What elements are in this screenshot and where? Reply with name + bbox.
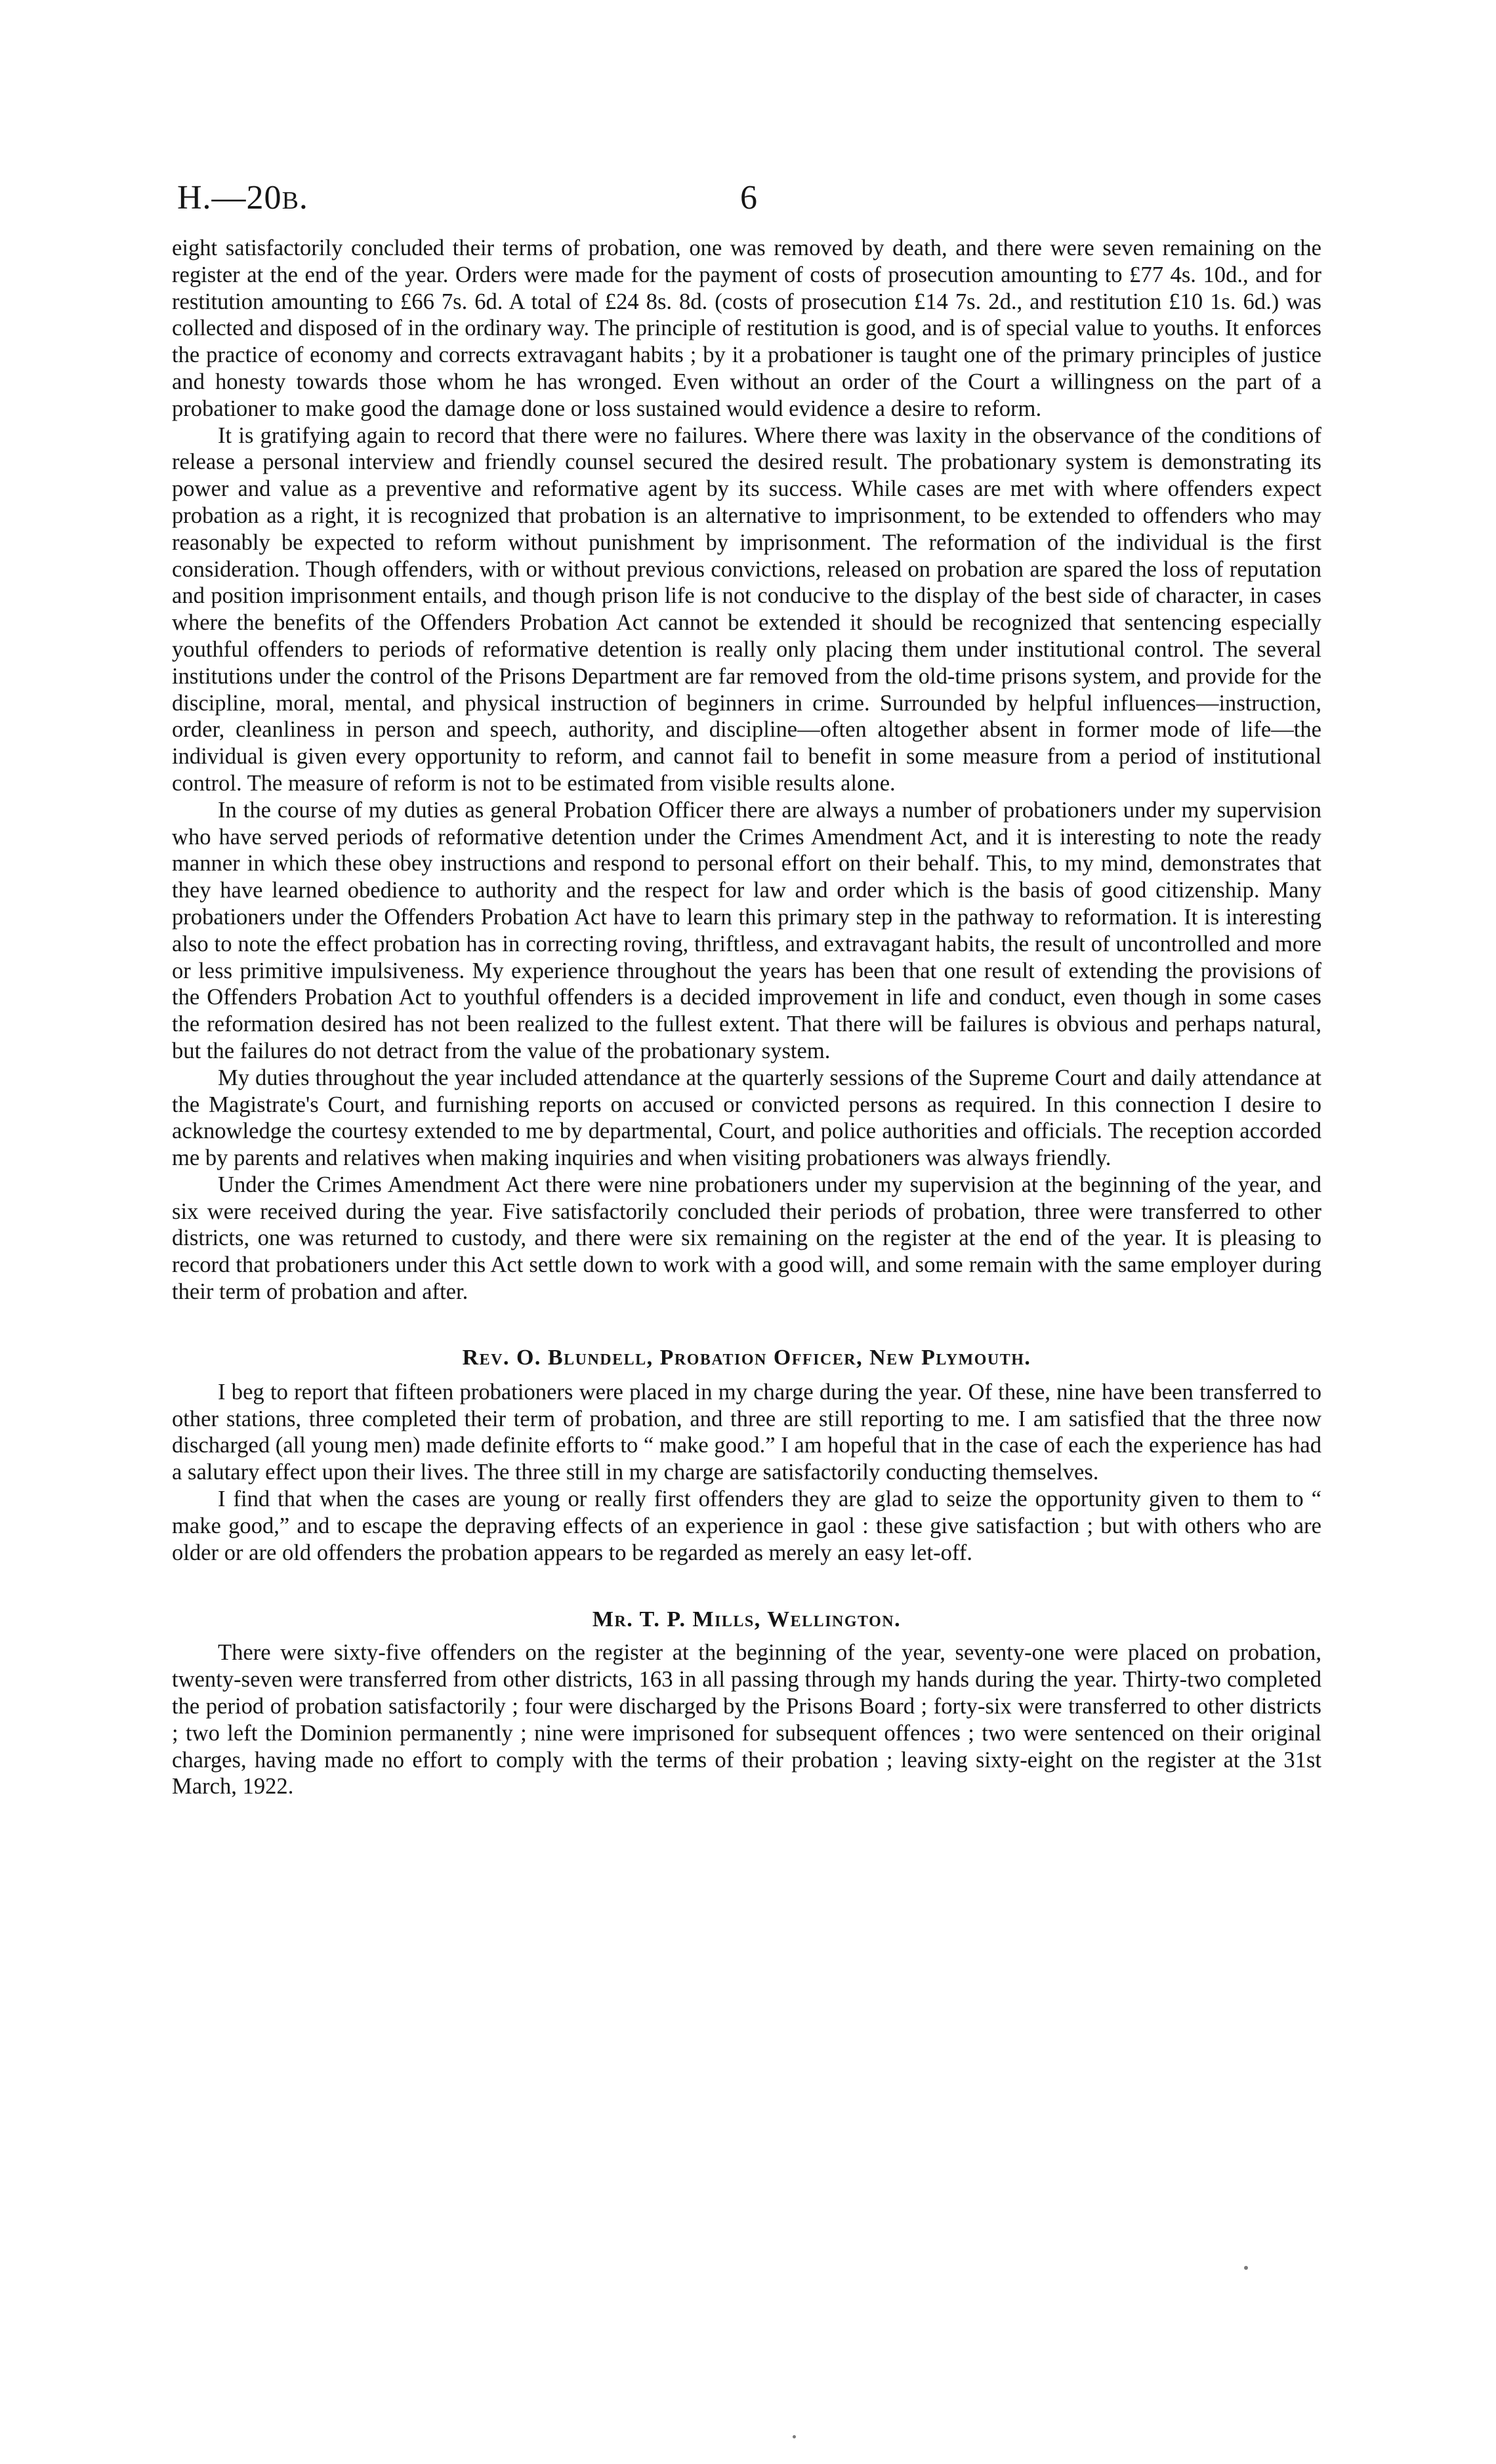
page-content xyxy=(172,178,1321,1800)
paragraph: I beg to report that fifteen probationers were placed in my charge during the year. Of these, nine have been transferred to other stations, three completed their term of probation, and three are still reporting to me. I am satisfied that the three now discharged (all young men) made definite efforts to “ make good.” I am hopeful that in the case of each the experience has had a salutary effect upon their lives. The three still in my charge are satisfactorily conducting themselves. xyxy=(172,1379,1321,1485)
page-number: 6 xyxy=(740,179,757,216)
scan-speck xyxy=(1244,2266,1248,2270)
paragraph-continued: eight satisfactorily concluded their terms of probation, one was removed by death, and there were seven remaining on the register at the end of the year. Orders were made for the payment of costs of prosecution amounting to £77 4s. 10d., and for restitution amounting to £66 7s. 6d. A total of £24 8s. 8d. (costs of prosecution £14 7s. 2d., and restitution £10 1s. 6d.) was collected and disposed of in the ordinary way. The principle of restitution is good, and is of special value to youths. It enforces the practice of economy and corrects extravagant habits ; by it a probationer is taught one of the primary principles of justice and honesty towards those whom he has wronged. Even without an order of the Court a willingness on the part of a probationer to make good the damage done or loss sustained would evidence a desire to reform. xyxy=(172,236,1321,421)
paragraph: It is gratifying again to record that there were no failures. Where there was laxity in the observance of the conditions of release a personal interview and friendly counsel secured the desired result. The probationary system is demonstrating its power and value as a preventive and reformative agent by its success. While cases are met with where offenders expect probation as a right, it is recognized that probation is an alternative to imprisonment, to be extended to offenders who may reasonably be expected to reform without punishment by imprisonment. The reformation of the individual is the first consideration. Though offenders, with or without previous convictions, released on probation are spared the loss of reputation and position imprisonment entails, and though prison life is not conducive to the display of the best side of character, in cases where the benefits of the Offenders Probation Act cannot be extended it should be recognized that sentencing especially youthful offenders to periods of reformative detention is really only placing them under institutional control. The several institutions under the control of the Prisons Department are far removed from the old-time prisons system, and provide for the discipline, moral, mental, and physical instruction of beginners in crime. Surrounded by helpful influences—instruction, order, cleanliness in person and speech, authority, and discipline—often altogether absent in former mode of life—the individual is given every opportunity to reform, and cannot fail to benefit in some measure from a period of institutional control. The measure of reform is not to be estimated from visible results alone. xyxy=(172,422,1321,796)
paragraph: There were sixty-five offenders on the register at the beginning of the year, seventy-one were placed on probation, twenty-seven were transferred from other districts, 163 in all passing through my hands during the year. Thirty-two completed the period of probation satisfactorily ; four were discharged by the Prisons Board ; forty-six were transferred to other districts ; two left the Dominion permanently ; nine were imprisoned for subsequent offences ; two were sentenced on their original charges, having made no effort to comply with the terms of their probation ; leaving sixty-eight on the register at the 31st March, 1922. xyxy=(172,1640,1321,1799)
page-header xyxy=(172,178,1321,224)
paragraph: In the course of my duties as general Probation Officer there are always a number of probationers under my supervision who have served periods of reformative detention under the Crimes Amendment Act, and it is interesting to note the ready manner in which these obey instructions and respond to personal effort on their behalf. This, to my mind, demonstrates that they have learned obedience to authority and the respect for law and order which is the basis of good citizenship. Many probationers under the Offenders Probation Act have to learn this primary step in the pathway to reformation. It is interesting also to note the effect probation has in correcting roving, thriftless, and extravagant habits, the result of uncontrolled and more or less primitive impulsiveness. My experience throughout the years has been that one result of extending the provisions of the Offenders Probation Act to youthful offenders is a decided improvement in life and conduct, even though in some cases the reformation desired has not been realized to the fullest extent. That there will be failures is obvious and perhaps natural, but the failures do not detract from the value of the probationary system. xyxy=(172,797,1321,1063)
section-heading-mills: Mr. T. P. Mills, Wellington. xyxy=(592,1607,902,1632)
parliamentary-paper-reference: H.—20B. xyxy=(177,179,308,216)
paragraph: My duties throughout the year included attendance at the quarterly sessions of the Supreme Court and daily attendance at the Magistrate's Court, and furnishing reports on accused or convicted persons as required. In this connection I desire to acknowledge the courtesy extended to me by departmental, Court, and police authorities and officials. The reception accorded me by parents and relatives when making inquiries and when visiting probationers was always friendly. xyxy=(172,1065,1321,1171)
scan-speck xyxy=(793,2435,796,2438)
paragraph: I find that when the cases are young or really first offenders they are glad to seize the opportunity given to them to “ make good,” and to escape the depraving effects of an experience in gaol : these give satisfaction ; but with others who are older or are old offenders the probation appears to be regarded as merely an easy let-off. xyxy=(172,1487,1321,1565)
paragraph: Under the Crimes Amendment Act there were nine probationers under my supervision at the beginning of the year, and six were received during the year. Five satisfactorily concluded their periods of probation, three were transferred to other districts, one was returned to custody, and there were six remaining on the register at the end of the year. It is pleasing to record that probationers under this Act settle down to work with a good will, and some remain with the same employer during their term of probation and after. xyxy=(172,1172,1321,1305)
section-heading-blundell: Rev. O. Blundell, Probation Officer, New Plymouth. xyxy=(462,1345,1031,1370)
